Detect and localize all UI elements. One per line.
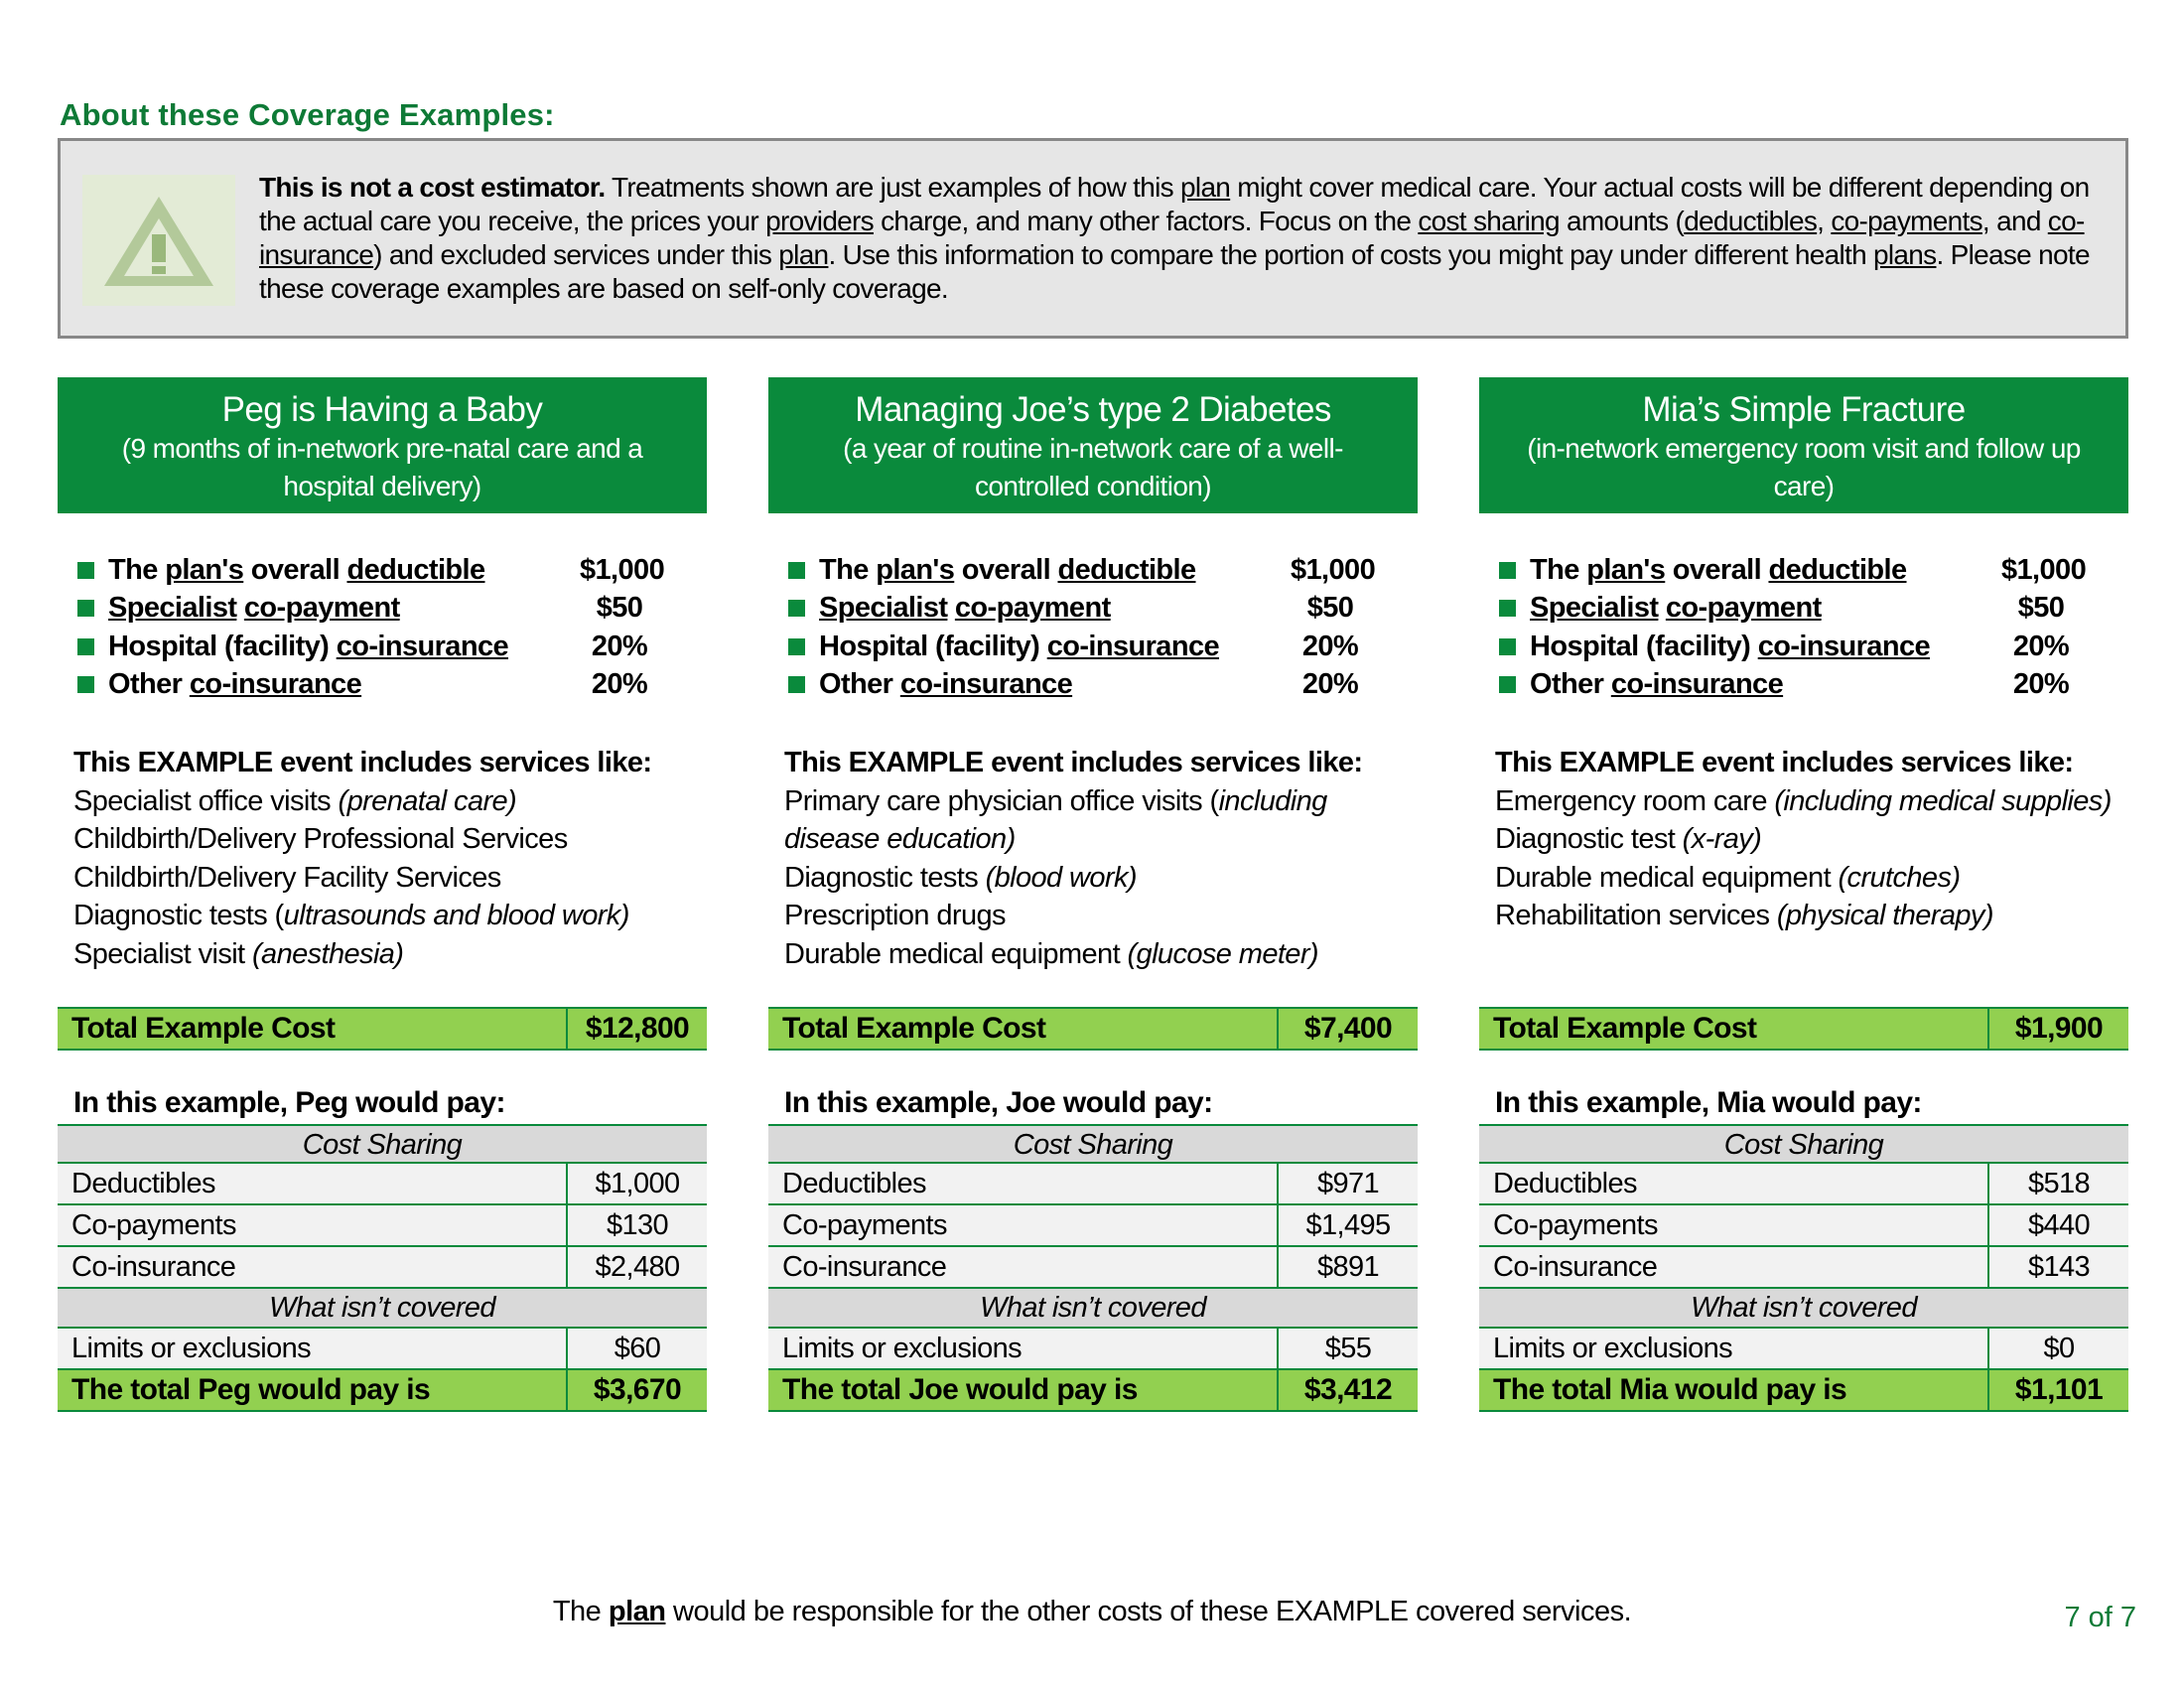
total-pay-label: The total Joe would pay is [782,1373,1138,1406]
services-section [58,744,707,981]
limits-value: $0 [1987,1329,2128,1368]
cost-sharing-link[interactable]: cost sharing [1418,206,1560,236]
service-item [784,935,1418,974]
page-number: 7 of 7 [2064,1602,2136,1633]
example-subtitle: (9 months of in-network pre-natal care and a hospital delivery) [121,433,643,501]
not-covered-group-header: What isn’t covered [58,1289,707,1329]
total-pay-row [1479,1370,2128,1412]
other-label: Other [1530,668,1611,701]
service-item [73,935,707,974]
service-note: (physical therapy) [1776,900,1993,931]
bullet-square-icon [788,562,805,579]
table-row [1479,1329,2128,1370]
services-section [768,744,1418,981]
total-example-cost-row [58,1007,707,1051]
intro-t7: ) and excluded services under this [373,239,779,270]
total-pay-label: The total Peg would pay is [71,1373,431,1406]
hospital-coinsurance-row [788,628,1418,666]
service-text: Diagnostic tests ( [73,900,284,931]
deductible-row [1499,551,2128,590]
table-row [58,1247,707,1289]
service-note: (anesthesia) [251,937,404,970]
service-text: Diagnostic test [1495,823,1683,855]
other-coinsurance-value: 20% [2012,668,2070,701]
deductible-mid: overall [954,553,1058,586]
plan-summary-list [1479,551,2128,704]
service-text: Specialist visit [73,937,252,970]
example-header [58,377,707,513]
other-coinsurance-value: 20% [591,668,648,701]
hospital-label: Hospital (facility) [108,630,337,662]
service-text: Childbirth/Delivery Professional Services [73,823,568,855]
coinsurance-value: $891 [1277,1247,1418,1287]
deductible-link[interactable]: deductible [346,553,485,586]
pay-table [58,1124,707,1412]
deductible-row [788,551,1418,590]
intro-box [58,138,2128,339]
copayments-label: Co-payments [71,1209,236,1241]
copayments-value: $440 [1987,1205,2128,1245]
service-text: Durable medical equipment [784,937,1128,970]
example-header [1479,377,2128,513]
service-item [1495,897,2128,935]
deductibles-value: $518 [1987,1164,2128,1203]
bullet-square-icon [77,676,94,693]
deductible-pre: The [108,553,166,586]
deductibles-value: $1,000 [566,1164,707,1203]
not-covered-group-header: What isn’t covered [1479,1289,2128,1329]
total-example-cost-value: $1,900 [1987,1009,2128,1049]
specialist-copay-value: $50 [2017,592,2065,625]
cost-sharing-group-header: Cost Sharing [58,1124,707,1164]
other-label: Other [108,668,190,701]
limits-value: $60 [566,1329,707,1368]
table-row [58,1205,707,1247]
service-text: Durable medical equipment [1495,861,1839,894]
total-pay-row [768,1370,1418,1412]
total-example-cost-label: Total Example Cost [782,1012,1046,1045]
example-subtitle: (in-network emergency room visit and follow up care) [1527,433,2081,501]
deductibles-link[interactable]: deductibles [1684,206,1818,236]
footer-pre: The [552,1596,609,1627]
other-coinsurance-value: 20% [1301,668,1359,701]
intro-t4: amounts ( [1559,206,1685,236]
deductible-value: $1,000 [2001,553,2087,586]
hospital-label: Hospital (facility) [1530,630,1758,662]
specialist-copay-row [77,590,707,629]
example-title: Mia’s Simple Fracture [1642,390,1966,429]
specialist-copay-row [1499,590,2128,629]
copayment-link[interactable]: co-payment [1665,592,1822,625]
table-row [58,1329,707,1370]
hospital-label: Hospital (facility) [819,630,1047,662]
services-list [1495,782,2128,981]
total-example-cost-row [768,1007,1418,1051]
service-item [784,859,1418,898]
deductibles-label: Deductibles [782,1168,926,1199]
table-row [768,1164,1418,1205]
footer-post: would be responsible for the other costs of these EXAMPLE covered services. [665,1596,1632,1627]
pay-table [768,1124,1418,1412]
cost-sharing-group-header: Cost Sharing [768,1124,1418,1164]
intro-t3: charge, and many other factors. Focus on the [873,206,1419,236]
pay-heading: In this example, Peg would pay: [73,1086,505,1119]
total-example-cost-value: $7,400 [1277,1009,1418,1049]
example-column-peg [58,377,707,1406]
specialist-link[interactable]: Specialist [819,592,948,625]
bullet-square-icon [1499,676,1516,693]
service-note: including disease education) [784,784,1327,855]
total-pay-row [58,1370,707,1412]
intro-t8: . Use this information to compare the portion of costs you might pay under different health [828,239,1874,270]
intro-bold: This is not a cost estimator. [259,172,606,203]
total-example-cost-value: $12,800 [566,1009,707,1049]
plan-summary-list [58,551,707,704]
service-item [1495,782,2128,821]
other-label: Other [819,668,900,701]
deductible-mid: overall [1665,553,1769,586]
service-text: Childbirth/Delivery Facility Services [73,861,501,894]
copayments-label: Co-payments [1493,1209,1658,1241]
table-row [1479,1247,2128,1289]
hospital-coinsurance-value: 20% [591,630,648,662]
other-coinsurance-row [77,666,707,705]
service-item [784,897,1418,935]
bullet-square-icon [77,638,94,655]
service-item [73,859,707,898]
providers-link[interactable]: providers [765,206,874,236]
service-note: (x-ray) [1682,823,1762,855]
hospital-coinsurance-value: 20% [1301,630,1359,662]
services-heading: This EXAMPLE event includes services like: [784,747,1363,778]
deductible-value: $1,000 [1291,553,1376,586]
coinsurance-link[interactable]: co-insurance [189,668,362,701]
copayment-link[interactable]: co-payment [954,592,1111,625]
other-coinsurance-row [1499,666,2128,705]
intro-t5: , [1817,206,1832,236]
services-heading: This EXAMPLE event includes services like: [73,747,652,778]
service-text: Emergency room care [1495,784,1775,817]
bullet-square-icon [1499,600,1516,617]
service-note: ultrasounds and blood work) [283,900,629,931]
copayments-label: Co-payments [782,1209,947,1241]
service-note: (glucose meter) [1127,937,1318,970]
specialist-link[interactable]: Specialist [108,592,237,625]
deductibles-label: Deductibles [1493,1168,1637,1199]
bullet-square-icon [1499,562,1516,579]
bullet-square-icon [77,562,94,579]
copayments-value: $130 [566,1205,707,1245]
pay-table [1479,1124,2128,1412]
service-item [73,782,707,821]
plan-link-2[interactable]: plan [778,239,829,270]
coinsurance-value: $143 [1987,1247,2128,1287]
service-note: (prenatal care) [338,784,517,817]
cost-sharing-group-header: Cost Sharing [1479,1124,2128,1164]
table-row [768,1205,1418,1247]
example-column-mia [1479,377,2128,1406]
service-item [73,897,707,935]
total-pay-value: $1,101 [1987,1370,2128,1410]
limits-label: Limits or exclusions [1493,1333,1733,1364]
services-section [1479,744,2128,981]
plan-summary-list [768,551,1418,704]
deductible-pre: The [819,553,877,586]
example-column-joe [768,377,1418,1406]
intro-t9: . Please note these coverage examples are based on self-only coverage. [259,239,2090,304]
pay-heading: In this example, Mia would pay: [1495,1086,1922,1119]
specialist-copay-value: $50 [596,592,643,625]
coinsurance-link[interactable]: co-insurance [336,630,509,662]
plans-link[interactable]: plan's [165,553,244,586]
page-title: About these Coverage Examples: [60,97,555,132]
deductible-link[interactable]: deductible [1768,553,1907,586]
deductible-mid: overall [243,553,347,586]
specialist-copay-value: $50 [1306,592,1354,625]
service-note: (including medical supplies) [1774,784,2112,817]
caution-icon [82,175,235,306]
table-row [1479,1205,2128,1247]
limits-value: $55 [1277,1329,1418,1368]
coinsurance-link[interactable]: co-insurance [1757,630,1931,662]
service-text: Prescription drugs [784,900,1006,931]
deductible-value: $1,000 [580,553,665,586]
total-pay-value: $3,412 [1277,1370,1418,1410]
bullet-square-icon [1499,638,1516,655]
coinsurance-label: Co-insurance [1493,1251,1658,1283]
services-list [73,782,707,981]
hospital-coinsurance-row [77,628,707,666]
coinsurance-link[interactable]: co-insurance [1610,668,1784,701]
not-covered-group-header: What isn’t covered [768,1289,1418,1329]
example-header [768,377,1418,513]
example-title: Peg is Having a Baby [221,390,543,429]
deductibles-value: $971 [1277,1164,1418,1203]
coinsurance-link[interactable]: co-insurance [899,668,1073,701]
plan-link[interactable]: plan [1180,172,1231,203]
hospital-coinsurance-value: 20% [2012,630,2070,662]
example-subtitle: (a year of routine in-network care of a well-controlled condition) [843,433,1343,501]
total-example-cost-label: Total Example Cost [1493,1012,1757,1045]
hospital-coinsurance-row [1499,628,2128,666]
deductible-pre: The [1530,553,1587,586]
intro-t2: might cover medical care. Your actual costs will be different depending on the actual care you receive, the prices your [259,172,2090,236]
intro-text [259,171,2116,306]
service-item [1495,859,2128,898]
plans-link[interactable]: plans [1873,239,1937,270]
total-example-cost-label: Total Example Cost [71,1012,336,1045]
coinsurance-link[interactable]: co-insurance [259,206,2085,270]
specialist-copay-row [788,590,1418,629]
deductible-link[interactable]: deductible [1057,553,1196,586]
service-note: (crutches) [1838,861,1961,894]
other-coinsurance-row [788,666,1418,705]
plans-link[interactable]: plan's [876,553,955,586]
example-title: Managing Joe’s type 2 Diabetes [855,390,1331,429]
pay-heading: In this example, Joe would pay: [784,1086,1213,1119]
deductible-row [77,551,707,590]
total-example-cost-row [1479,1007,2128,1051]
coinsurance-link[interactable]: co-insurance [1046,630,1220,662]
service-text: Primary care physician office visits ( [784,784,1219,817]
services-list [784,782,1418,981]
table-row [1479,1164,2128,1205]
copayments-link[interactable]: co-payments [1831,206,1982,236]
deductibles-label: Deductibles [71,1168,215,1199]
coinsurance-label: Co-insurance [782,1251,947,1283]
service-text: Specialist office visits [73,784,339,817]
specialist-link[interactable]: Specialist [1530,592,1659,625]
bullet-square-icon [77,600,94,617]
service-item [784,782,1418,859]
service-text: Diagnostic tests [784,861,986,894]
limits-label: Limits or exclusions [782,1333,1023,1364]
service-text: Rehabilitation services [1495,900,1777,931]
copayment-link[interactable]: co-payment [243,592,400,625]
footer-plan-link[interactable]: plan [608,1596,666,1627]
copayments-value: $1,495 [1277,1205,1418,1245]
coinsurance-value: $2,480 [566,1247,707,1287]
service-item [73,820,707,859]
bullet-square-icon [788,638,805,655]
intro-t6: , and [1981,206,2048,236]
service-item [1495,820,2128,859]
plans-link[interactable]: plan's [1586,553,1666,586]
limits-label: Limits or exclusions [71,1333,312,1364]
table-row [768,1247,1418,1289]
bullet-square-icon [788,600,805,617]
coinsurance-label: Co-insurance [71,1251,236,1283]
service-note: (blood work) [985,861,1137,894]
footer-note [0,1596,2184,1628]
total-pay-value: $3,670 [566,1370,707,1410]
total-pay-label: The total Mia would pay is [1493,1373,1847,1406]
services-heading: This EXAMPLE event includes services like: [1495,747,2074,778]
table-row [768,1329,1418,1370]
intro-t1: Treatments shown are just examples of how this [605,172,1181,203]
bullet-square-icon [788,676,805,693]
table-row [58,1164,707,1205]
